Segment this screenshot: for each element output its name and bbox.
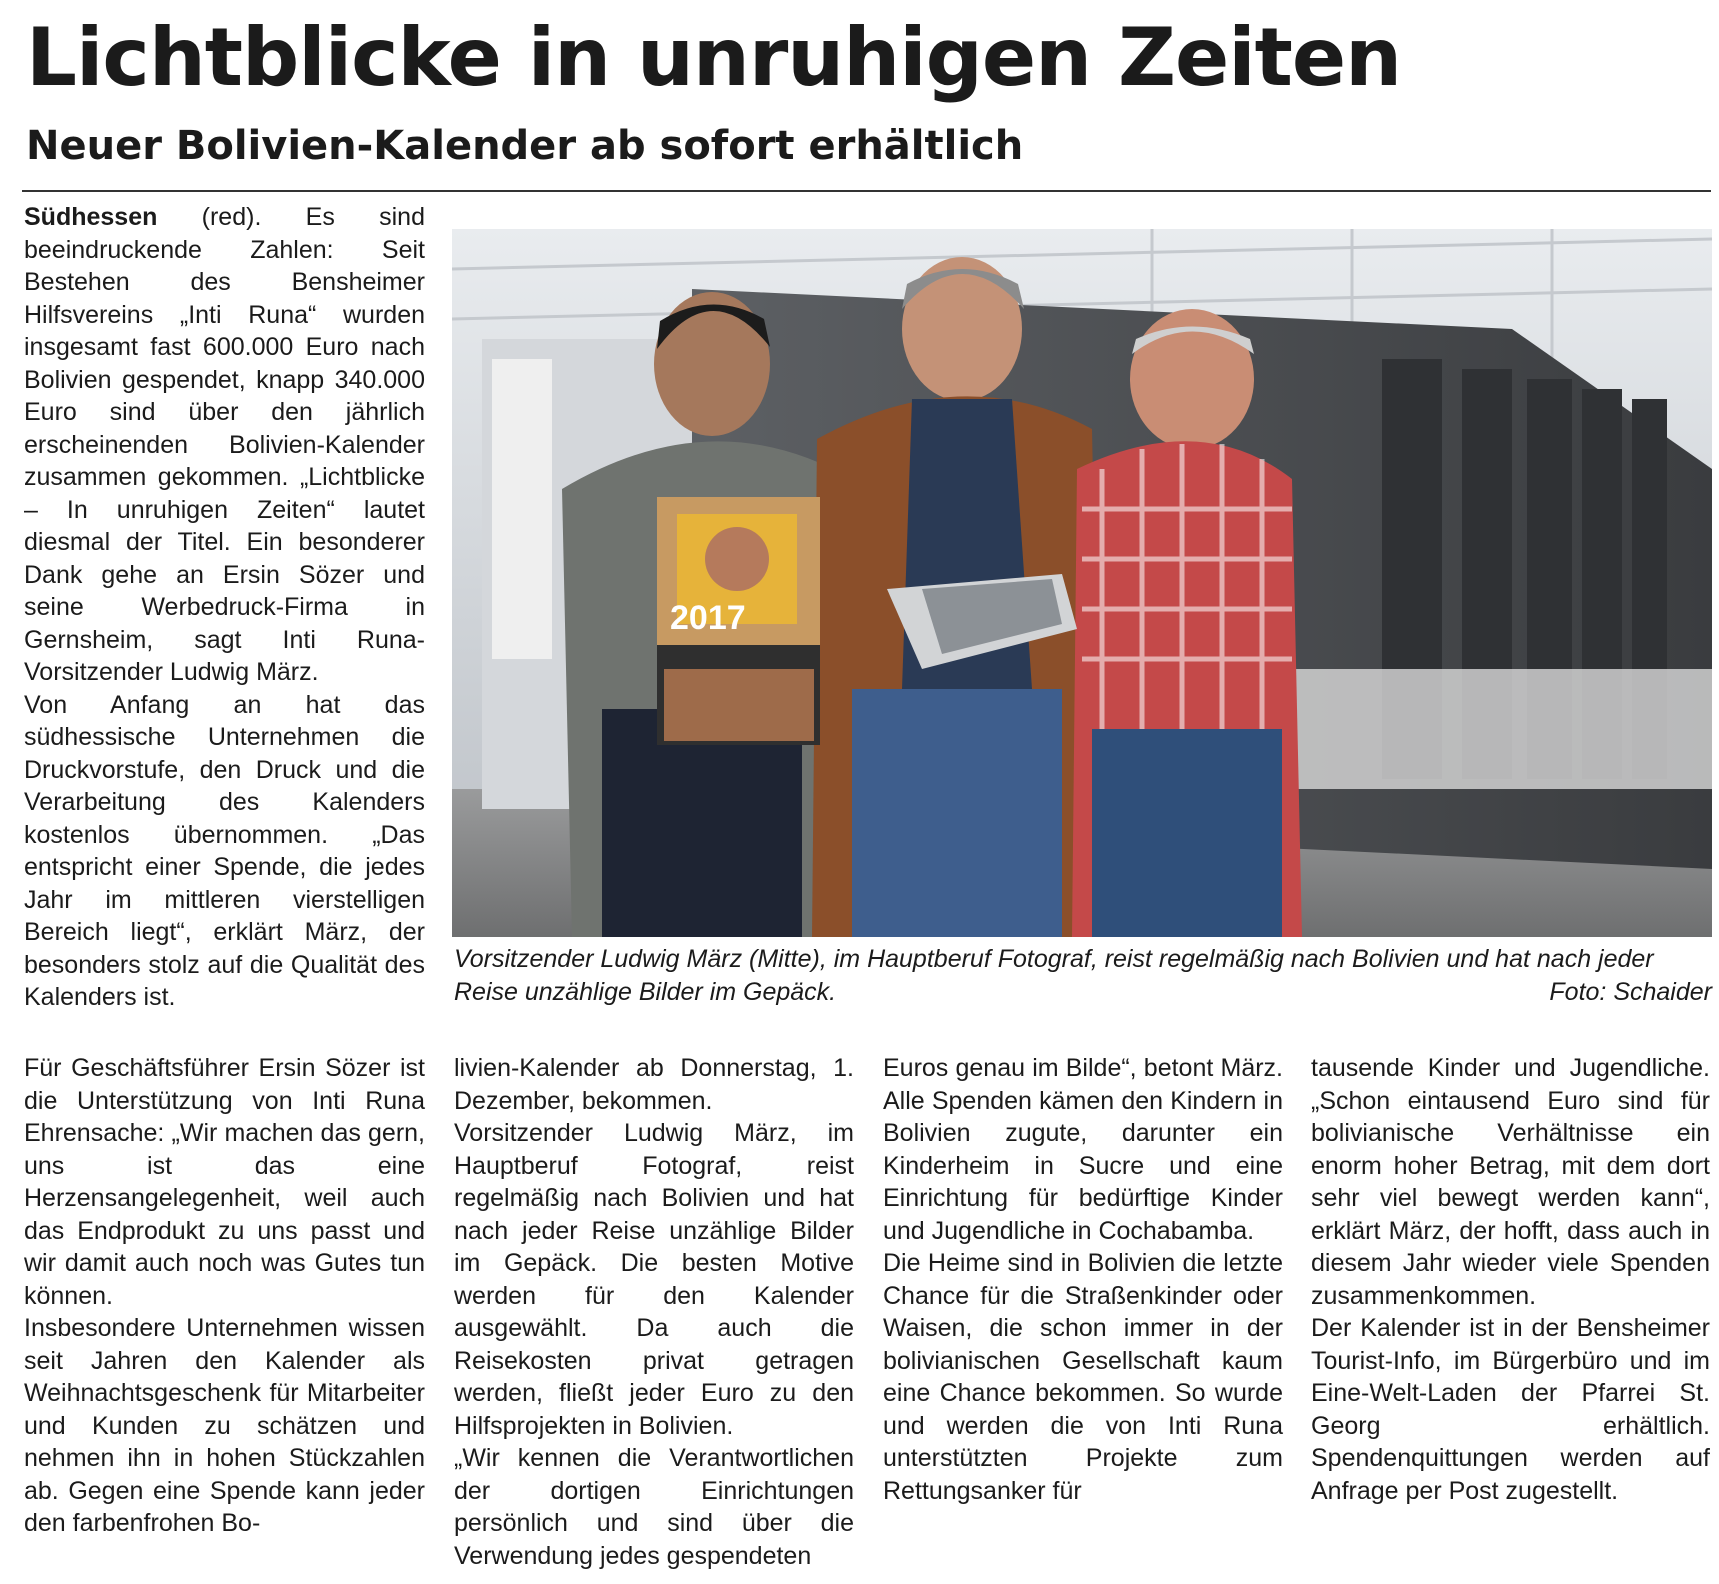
dateline: Südhessen bbox=[24, 203, 158, 231]
paragraph: Der Kalender ist in der Bensheimer Tourist-Info, im Bürgerbüro und im Eine-Welt-Laden der Pfarrei St. Georg erhältlich. Spendenquittungen werden auf Anfrage per Post zugestellt. bbox=[1311, 1314, 1710, 1505]
printing-press-photo bbox=[452, 229, 1712, 937]
photo-caption bbox=[454, 943, 1712, 1009]
article-photo bbox=[452, 229, 1712, 937]
paragraph-intro bbox=[24, 201, 425, 689]
headline: Lichtblicke in unruhigen Zeiten bbox=[26, 11, 1402, 104]
column-2 bbox=[454, 1052, 854, 1572]
paragraph: Insbesondere Unternehmen wissen seit Jahren den Kalender als Weihnachtsgeschenk für Mitarbeiter und Kunden zu schätzen und nehmen ihn in hohen Stückzahlen ab. Gegen eine Spende kann jeder den farbenfrohen Bo- bbox=[24, 1314, 425, 1537]
paragraph: Von Anfang an hat das südhessische Unternehmen die Druckvorstufe, den Druck und die Verarbeitung des Kalenders kostenlos übernommen. „Das entspricht einer Spende, die jedes Jahr im mittleren vierstelligen Bereich liegt“, erklärt März, der besonders stolz auf die Qualität des Kalenders ist. bbox=[24, 690, 425, 1011]
intro-text: (red). Es sind beeindruckende Zahlen: Seit Bestehen des Bensheimer Hilfsvereins „Inti Runa“ wurden insgesamt fast 600.000 Euro nach Bolivien gespendet, knapp 340.000 Euro sind über den jährlich erscheinenden Bolivien-Kalender zusammen gekommen. „Lichtblicke – In unruhigen Zeiten“ lautet diesmal der Titel. Ein besonderer Dank gehe an Ersin Sözer und seine Werbedruck-Firma in Gernsheim, sagt Inti Runa-Vorsitzender Ludwig März. bbox=[24, 203, 425, 686]
paragraph: Für Geschäftsführer Ersin Sözer ist die Unterstützung von Inti Runa Ehrensache: „Wir machen das gern, uns ist das eine Herzensangelegenheit, weil auch das Endprodukt zu uns passt und wir damit auch noch was Gutes tun können. bbox=[24, 1054, 425, 1310]
calendar-year: 2017 bbox=[670, 599, 746, 637]
paragraph: Euros genau im Bilde“, betont März. Alle Spenden kämen den Kindern in Bolivien zugute, darunter ein Kinderheim in Sucre und eine Einrichtung für bedürftige Kinder und Jugendliche in Cochabamba. bbox=[883, 1054, 1283, 1245]
paragraph: livien-Kalender ab Donnerstag, 1. Dezember, bekommen. bbox=[454, 1054, 854, 1115]
subheadline: Neuer Bolivien-Kalender ab sofort erhältlich bbox=[26, 123, 1024, 169]
paragraph: Vorsitzender Ludwig März, im Hauptberuf Fotograf, reist regelmäßig nach Bolivien und hat nach jeder Reise unzählige Bilder im Gepäck. Die besten Motive werden für den Kalender ausgewählt. Da auch die Reisekosten privat getragen werden, fließt jeder Euro zu den Hilfsprojekten in Bolivien. bbox=[454, 1119, 854, 1440]
paragraph: Die Heime sind in Bolivien die letzte Chance für die Straßenkinder oder Waisen, die schon immer in der bolivianischen Gesellschaft kaum eine Chance bekommen. So wurde und werden die von Inti Runa unterstützten Projekte zum Rettungsanker für bbox=[883, 1249, 1283, 1505]
column-3 bbox=[883, 1052, 1283, 1507]
bolivia-calendar bbox=[657, 497, 820, 745]
header-rule bbox=[22, 190, 1711, 192]
column-1-top bbox=[24, 201, 425, 1014]
photo-credit: Foto: Schaider bbox=[1549, 978, 1712, 1006]
column-1-bottom bbox=[24, 1052, 425, 1540]
caption-text: Vorsitzender Ludwig März (Mitte), im Hauptberuf Fotograf, reist regelmäßig nach Bolivien und hat nach jeder Reise unzählige Bilder im Gepäck. bbox=[454, 945, 1654, 1006]
paragraph: „Wir kennen die Verantwortlichen der dortigen Einrichtungen persönlich und sind über die Verwendung jedes gespendeten bbox=[454, 1444, 854, 1570]
column-4 bbox=[1311, 1052, 1710, 1507]
paragraph: tausende Kinder und Jugendliche. „Schon eintausend Euro sind für bolivianische Verhältnisse ein enorm hoher Betrag, mit dem dort sehr viel bewegt werden kann“, erklärt März, der hofft, dass auch in diesem Jahr wieder viele Spenden zusammenkommen. bbox=[1311, 1054, 1710, 1310]
